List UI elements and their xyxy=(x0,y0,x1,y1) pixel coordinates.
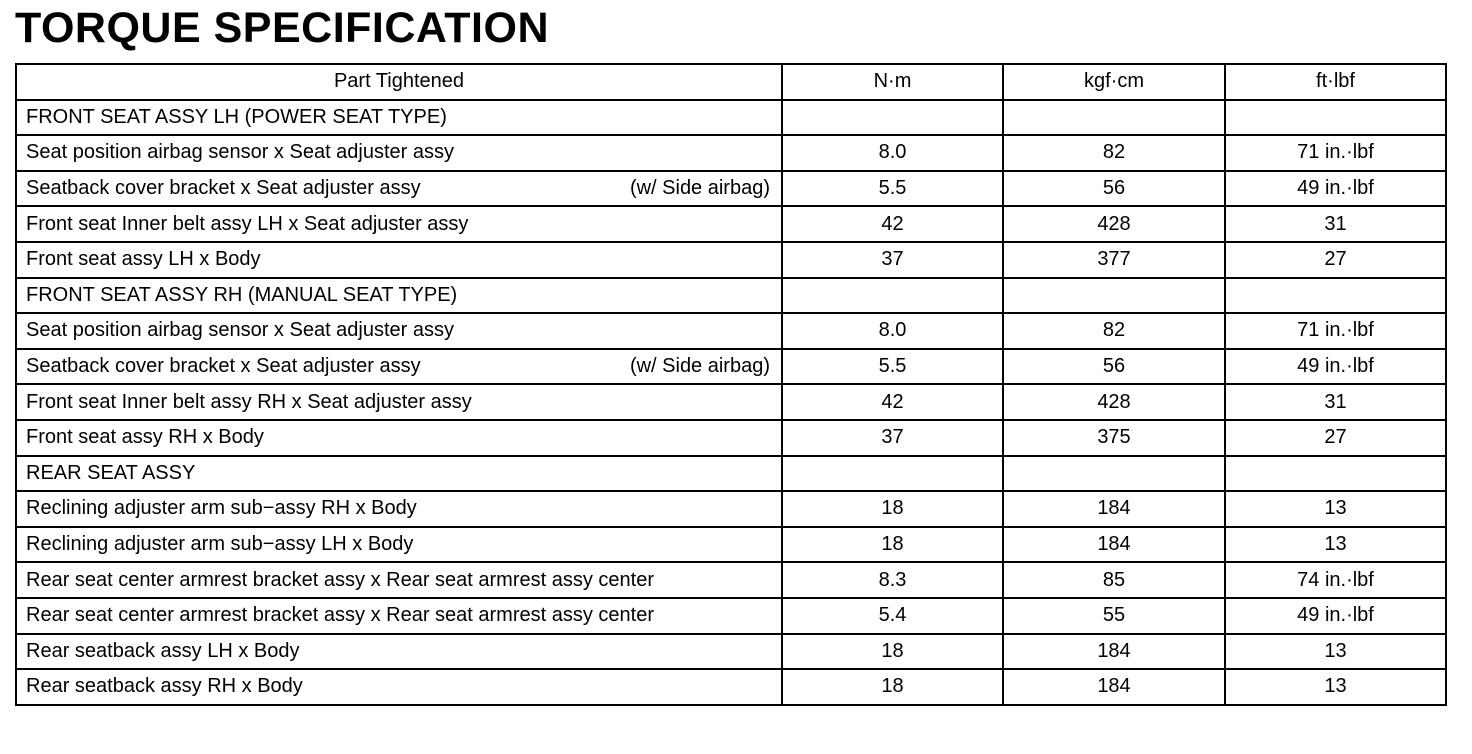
part-cell xyxy=(16,135,782,171)
kgf-cm-value: 377 xyxy=(1003,242,1225,278)
part-cell xyxy=(16,206,782,242)
kgf-cm-value: 55 xyxy=(1003,598,1225,634)
part-note: (w/ Side airbag) xyxy=(629,355,770,378)
table-row xyxy=(16,135,1446,171)
part-name: Rear seatback assy RH x Body xyxy=(26,675,303,698)
header-kgf-cm: kgf·cm xyxy=(1003,64,1225,100)
part-cell-content xyxy=(26,675,781,698)
nm-value: 5.4 xyxy=(782,598,1003,634)
nm-value: 8.0 xyxy=(782,135,1003,171)
nm-value: 37 xyxy=(782,242,1003,278)
part-cell-content xyxy=(26,497,781,520)
part-cell xyxy=(16,171,782,207)
ft-lbf-value: 49 in.·lbf xyxy=(1225,349,1446,385)
table-header xyxy=(16,64,1446,100)
nm-value: 37 xyxy=(782,420,1003,456)
part-cell xyxy=(16,491,782,527)
table-row xyxy=(16,527,1446,563)
part-name: Reclining adjuster arm sub−assy LH x Body xyxy=(26,533,414,556)
table-row xyxy=(16,456,1446,492)
table-body xyxy=(16,100,1446,705)
table-row xyxy=(16,598,1446,634)
ft-lbf-value: 13 xyxy=(1225,527,1446,563)
header-ft-lbf: ft·lbf xyxy=(1225,64,1446,100)
part-cell xyxy=(16,313,782,349)
part-cell xyxy=(16,634,782,670)
kgf-cm-value: 184 xyxy=(1003,634,1225,670)
part-cell xyxy=(16,278,782,314)
table-row xyxy=(16,313,1446,349)
kgf-cm-value: 428 xyxy=(1003,206,1225,242)
nm-value: 18 xyxy=(782,634,1003,670)
part-cell-content xyxy=(26,533,781,556)
part-cell-content xyxy=(26,604,781,627)
table-row xyxy=(16,634,1446,670)
ft-lbf-value xyxy=(1225,456,1446,492)
part-cell-content xyxy=(26,426,781,449)
part-cell-content xyxy=(26,213,781,236)
part-name: Rear seat center armrest bracket assy x Rear seat armrest assy center xyxy=(26,604,654,627)
header-row xyxy=(16,64,1446,100)
ft-lbf-value xyxy=(1225,278,1446,314)
ft-lbf-value: 31 xyxy=(1225,384,1446,420)
part-cell xyxy=(16,384,782,420)
part-cell xyxy=(16,349,782,385)
kgf-cm-value xyxy=(1003,456,1225,492)
nm-value: 42 xyxy=(782,384,1003,420)
ft-lbf-value: 13 xyxy=(1225,491,1446,527)
part-name: Front seat Inner belt assy LH x Seat adjuster assy xyxy=(26,212,469,235)
nm-value: 18 xyxy=(782,669,1003,705)
kgf-cm-value xyxy=(1003,278,1225,314)
table-row xyxy=(16,349,1446,385)
part-name: Front seat assy RH x Body xyxy=(26,426,264,449)
nm-value xyxy=(782,100,1003,136)
ft-lbf-value: 71 in.·lbf xyxy=(1225,313,1446,349)
part-cell xyxy=(16,527,782,563)
table-row xyxy=(16,100,1446,136)
part-name: FRONT SEAT ASSY RH (MANUAL SEAT TYPE) xyxy=(26,283,458,306)
table-row xyxy=(16,384,1446,420)
part-name: Seatback cover bracket x Seat adjuster assy xyxy=(26,177,421,200)
ft-lbf-value: 49 in.·lbf xyxy=(1225,171,1446,207)
ft-lbf-value: 27 xyxy=(1225,420,1446,456)
part-name: Seat position airbag sensor x Seat adjuster assy xyxy=(26,319,455,342)
nm-value: 5.5 xyxy=(782,171,1003,207)
torque-spec-table xyxy=(15,63,1447,706)
kgf-cm-value: 56 xyxy=(1003,349,1225,385)
header-part-tightened: Part Tightened xyxy=(16,64,782,100)
part-cell-content xyxy=(26,569,781,592)
part-name: Front seat Inner belt assy RH x Seat adjuster assy xyxy=(26,390,472,413)
kgf-cm-value: 428 xyxy=(1003,384,1225,420)
nm-value: 5.5 xyxy=(782,349,1003,385)
ft-lbf-value xyxy=(1225,100,1446,136)
part-cell-content xyxy=(26,640,781,663)
nm-value xyxy=(782,278,1003,314)
ft-lbf-value: 71 in.·lbf xyxy=(1225,135,1446,171)
ft-lbf-value: 27 xyxy=(1225,242,1446,278)
table-row xyxy=(16,420,1446,456)
part-name: Reclining adjuster arm sub−assy RH x Body xyxy=(26,497,417,520)
part-name: Seat position airbag sensor x Seat adjuster assy xyxy=(26,141,455,164)
kgf-cm-value: 184 xyxy=(1003,669,1225,705)
part-name: Seatback cover bracket x Seat adjuster assy xyxy=(26,355,421,378)
part-cell-content xyxy=(26,141,781,164)
table-row xyxy=(16,242,1446,278)
kgf-cm-value: 82 xyxy=(1003,135,1225,171)
table-row xyxy=(16,171,1446,207)
part-name: Rear seatback assy LH x Body xyxy=(26,639,300,662)
kgf-cm-value: 82 xyxy=(1003,313,1225,349)
part-cell-content xyxy=(26,248,781,271)
nm-value xyxy=(782,456,1003,492)
nm-value: 8.0 xyxy=(782,313,1003,349)
part-cell xyxy=(16,242,782,278)
nm-value: 42 xyxy=(782,206,1003,242)
part-cell xyxy=(16,598,782,634)
ft-lbf-value: 49 in.·lbf xyxy=(1225,598,1446,634)
part-cell-content xyxy=(26,284,781,307)
part-cell xyxy=(16,420,782,456)
ft-lbf-value: 13 xyxy=(1225,669,1446,705)
kgf-cm-value: 184 xyxy=(1003,527,1225,563)
kgf-cm-value: 85 xyxy=(1003,562,1225,598)
table-row xyxy=(16,491,1446,527)
part-cell-content xyxy=(26,355,781,378)
ft-lbf-value: 13 xyxy=(1225,634,1446,670)
page-title: TORQUE SPECIFICATION xyxy=(15,4,549,52)
part-name: REAR SEAT ASSY xyxy=(26,461,196,484)
part-cell-content xyxy=(26,391,781,414)
part-cell xyxy=(16,669,782,705)
kgf-cm-value: 56 xyxy=(1003,171,1225,207)
part-cell-content xyxy=(26,177,781,200)
part-cell xyxy=(16,562,782,598)
kgf-cm-value xyxy=(1003,100,1225,136)
part-name: FRONT SEAT ASSY LH (POWER SEAT TYPE) xyxy=(26,105,447,128)
kgf-cm-value: 375 xyxy=(1003,420,1225,456)
part-cell-content xyxy=(26,319,781,342)
kgf-cm-value: 184 xyxy=(1003,491,1225,527)
part-cell xyxy=(16,100,782,136)
ft-lbf-value: 74 in.·lbf xyxy=(1225,562,1446,598)
part-cell-content xyxy=(26,106,781,129)
table-row xyxy=(16,206,1446,242)
table-row xyxy=(16,562,1446,598)
nm-value: 18 xyxy=(782,527,1003,563)
ft-lbf-value: 31 xyxy=(1225,206,1446,242)
part-note: (w/ Side airbag) xyxy=(629,177,770,200)
nm-value: 8.3 xyxy=(782,562,1003,598)
part-cell-content xyxy=(26,462,781,485)
nm-value: 18 xyxy=(782,491,1003,527)
table-row xyxy=(16,278,1446,314)
part-name: Front seat assy LH x Body xyxy=(26,248,261,271)
part-name: Rear seat center armrest bracket assy x Rear seat armrest assy center xyxy=(26,568,654,591)
header-nm: N·m xyxy=(782,64,1003,100)
part-cell xyxy=(16,456,782,492)
table-row xyxy=(16,669,1446,705)
